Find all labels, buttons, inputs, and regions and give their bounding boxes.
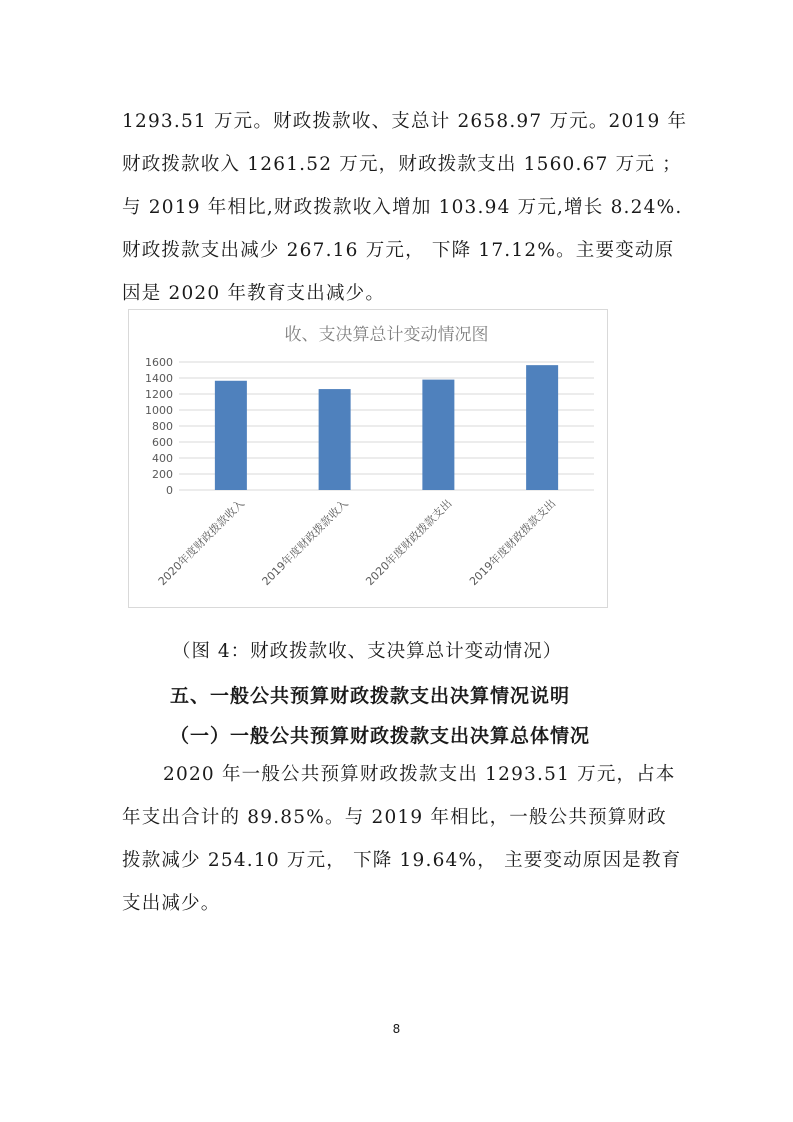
y-tick-label: 200 xyxy=(152,468,173,481)
x-tick-label: 2019年度财政拨款支出 xyxy=(467,496,559,589)
paragraph-2-line: 2020 年一般公共预算财政拨款支出 1293.51 万元，占本 xyxy=(163,764,676,785)
y-tick-label: 1600 xyxy=(145,356,173,369)
x-tick-label: 2019年度财政拨款收入 xyxy=(259,496,351,589)
subsection-heading: （一）一般公共预算财政拨款支出决算总体情况 xyxy=(170,725,591,747)
y-tick-label: 1000 xyxy=(145,404,173,417)
y-tick-label: 1400 xyxy=(145,372,173,385)
paragraph-1-line: 财政拨款支出减少 267.16 万元， 下降 17.12%。主要变动原 xyxy=(122,240,675,261)
paragraph-2-line: 支出减少。 xyxy=(122,893,221,914)
chart-title: 收、支决算总计变动情况图 xyxy=(284,325,489,345)
bar xyxy=(526,365,558,490)
paragraph-1-line: 1293.51 万元。财政拨款收、支总计 2658.97 万元。2019 年 xyxy=(122,111,688,132)
y-tick-label: 1200 xyxy=(145,388,173,401)
bar xyxy=(215,381,247,490)
paragraph-1-line: 因是 2020 年教育支出减少。 xyxy=(122,283,386,304)
section-heading: 五、一般公共预算财政拨款支出决算情况说明 xyxy=(170,685,571,707)
y-tick-label: 0 xyxy=(166,484,173,497)
paragraph-1-line: 与 2019 年相比,财政拨款收入增加 103.94 万元,增长 8.24%. xyxy=(122,197,683,218)
x-tick-label: 2020年度财政拨款收入 xyxy=(155,496,247,589)
bar-chart-svg xyxy=(129,310,607,607)
bar xyxy=(319,389,351,490)
y-tick-label: 800 xyxy=(152,420,173,433)
paragraph-1-line: 财政拨款收入 1261.52 万元，财政拨款支出 1560.67 万元 ； xyxy=(122,154,682,175)
y-tick-label: 600 xyxy=(152,436,173,449)
bar-chart xyxy=(128,309,608,608)
x-tick-label: 2020年度财政拨款支出 xyxy=(363,496,455,589)
figure-caption: （图 4：财政拨款收、支决算总计变动情况） xyxy=(172,641,563,662)
paragraph-2-line: 年支出合计的 89.85%。与 2019 年相比，一般公共预算财政 xyxy=(122,807,667,828)
page-number: 8 xyxy=(392,1022,401,1036)
bar xyxy=(422,380,454,490)
y-tick-label: 400 xyxy=(152,452,173,465)
paragraph-2-line: 拨款减少 254.10 万元， 下降 19.64%， 主要变动原因是教育 xyxy=(122,850,682,871)
